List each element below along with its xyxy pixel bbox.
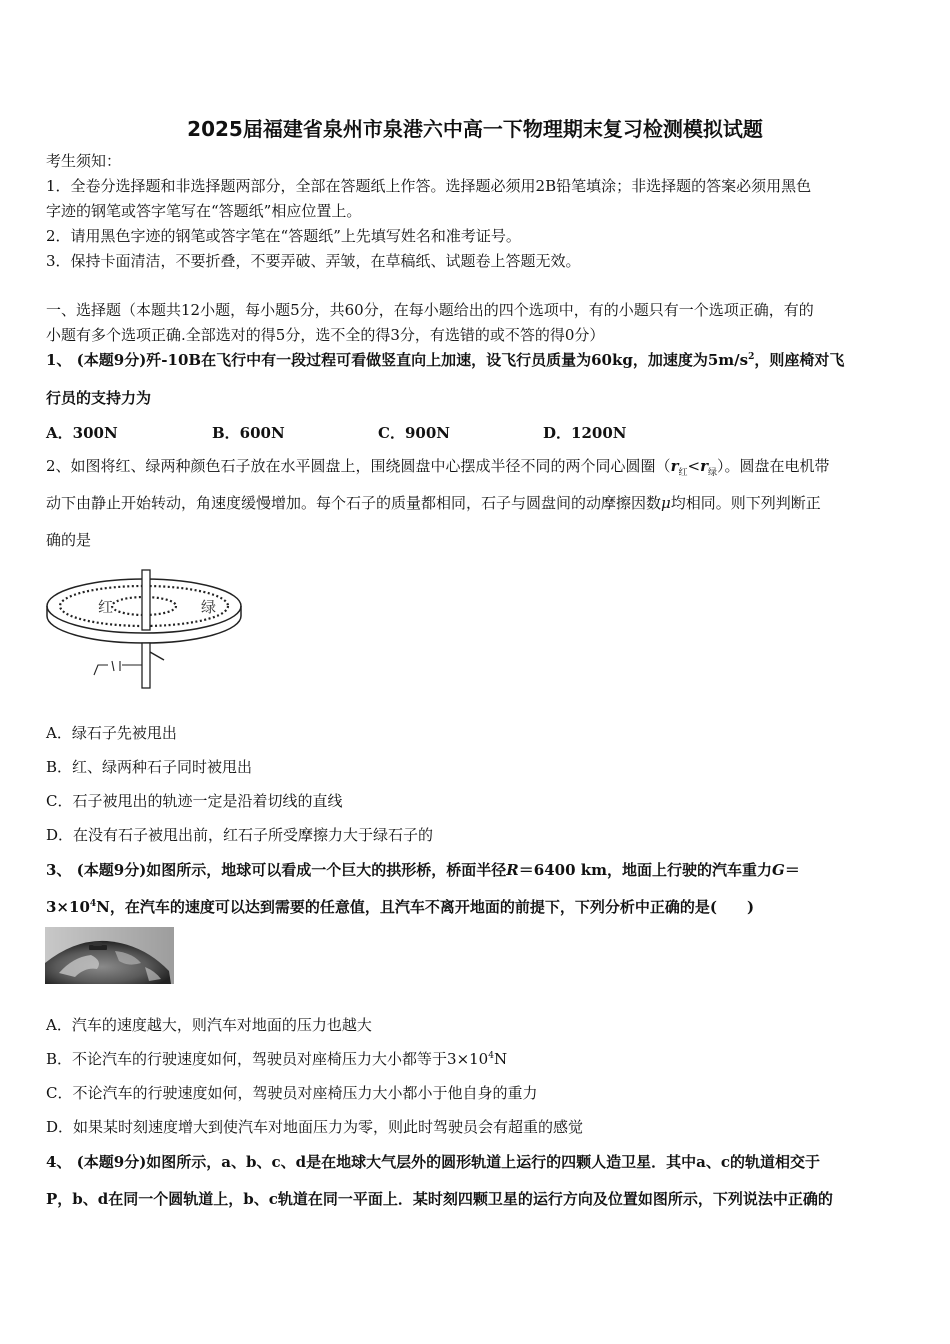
q1-option-a: A．300N: [46, 424, 118, 442]
q3-option-c: C．不论汽车的行驶速度如何，驾驶员对座椅压力大小都小于他自身的重力: [46, 1084, 538, 1102]
q1-option-c: C．900N: [378, 424, 450, 442]
q3-option-b: B．不论汽车的行驶速度如何，驾驶员对座椅压力大小都等于$3\times 10^4N$: [46, 1050, 508, 1068]
q3-option-d: D．如果某时刻速度增大到使汽车对地面压力为零，则此时驾驶员会有超重的感觉: [46, 1118, 584, 1136]
q2-option-a: A．绿石子先被甩出: [46, 724, 177, 742]
notice-item: 1．全卷分选择题和非选择题两部分，全部在答题纸上作答。选择题必须用2B铅笔填涂；非选择题的答案必须用黑色: [46, 177, 812, 195]
q2-option-b: B．红、绿两种石子同时被甩出: [46, 758, 253, 776]
section-instruction: 小题有多个选项正确.全部选对的得5分，选不全的得3分，有选错的或不答的得0分）: [46, 326, 605, 344]
q2-stem: 确的是: [46, 531, 92, 549]
q1-option-d: D．1200N: [543, 424, 627, 442]
q2-option-d: D．在没有石子被甩出前，红石子所受摩擦力大于绿石子的: [46, 826, 434, 844]
q1-stem: 1、 (本题9分)歼-10B在飞行中有一段过程可看做竖直向上加速，设飞行员质量为60kg，加速度为$5m/s^2$，则座椅对飞: [46, 351, 845, 369]
q4-stem: 4、 (本题9分)如图所示，a、b、c、d是在地球大气层外的圆形轨道上运行的四颗人造卫星．其中a、c的轨道相交于: [46, 1153, 820, 1171]
red-label: 红: [98, 598, 114, 616]
q2-option-c: C．石子被甩出的轨迹一定是沿着切线的直线: [46, 792, 343, 810]
notice-item: 字迹的钢笔或答字笔写在“答题纸”相应位置上。: [46, 202, 362, 220]
green-label: 绿: [201, 598, 217, 616]
rotating-disk-figure: [46, 568, 250, 692]
q2-stem: 2、如图将红、绿两种颜色石子放在水平圆盘上，围绕圆盘中心摆成半径不同的两个同心圆圈$(r_红<r_绿)$。圆盘在电机带: [46, 457, 830, 478]
q3-option-a: A．汽车的速度越大，则汽车对地面的压力也越大: [46, 1016, 372, 1034]
notice-item: 2．请用黑色字迹的钢笔或答字笔在“答题纸”上先填写姓名和准考证号。: [46, 227, 521, 245]
q3-stem: 3、 (本题9分)如图所示，地球可以看成一个巨大的拱形桥，桥面半径R＝6400 km，地面上行驶的汽车重力G＝: [46, 861, 800, 879]
q1-option-b: B．600N: [212, 424, 285, 442]
page-title: 2025届福建省泉州市泉港六中高一下物理期末复习检测模拟试题: [187, 117, 763, 141]
notice-heading: 考生须知：: [46, 152, 122, 170]
q4-stem: P，b、d在同一个圆轨道上，b、c轨道在同一平面上．某时刻四颗卫星的运行方向及位置如图所示，下列说法中正确的: [46, 1190, 833, 1208]
earth-arch-bridge-figure: [45, 927, 174, 984]
notice-item: 3．保持卡面清洁，不要折叠，不要弄破、弄皱，在草稿纸、试题卷上答题无效。: [46, 252, 581, 270]
section-instruction: 一、选择题（本题共12小题，每小题5分，共60分，在每小题给出的四个选项中，有的小题只有一个选项正确，有的: [46, 301, 814, 319]
q1-stem: 行员的支持力为: [46, 389, 152, 407]
q3-stem: $3\times 10^4N$，在汽车的速度可以达到需要的任意值，且汽车不离开地面的前提下，下列分析中正确的是( ): [46, 898, 755, 916]
q2-stem: 动下由静止开始转动，角速度缓慢增加。每个石子的质量都相同，石子与圆盘间的动摩擦因数μ均相同。则下列判断正: [46, 494, 821, 512]
